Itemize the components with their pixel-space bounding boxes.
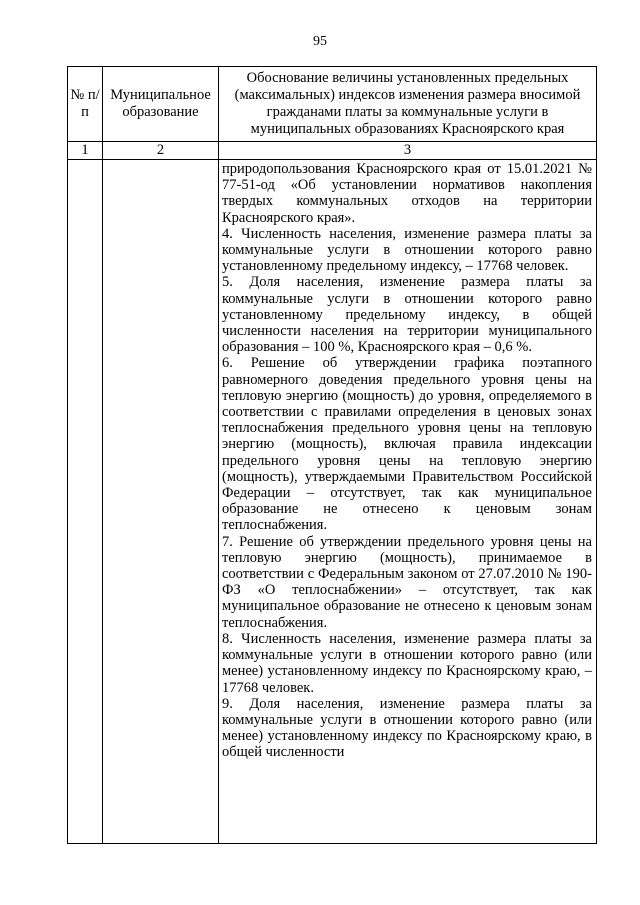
column-number-row	[68, 142, 597, 160]
table-header-row	[68, 67, 597, 142]
paragraph-9: 9. Доля населения, изменение размера платы за коммунальные услуги в отношении которого равно (или менее) установленному индексу по Красноярскому краю, в общей численности	[222, 695, 592, 761]
column-number-2: 2	[103, 142, 219, 160]
justification-text	[219, 160, 596, 761]
paragraph-6: 6. Решение об утверждении графика поэтапного равномерного доведения предельного уровня цены на тепловую энергию (мощность) до уровня, определяемого в соответствии с правилами определения в ценовых зонах теплоснабжения предельного уровня цены на тепловую энергию (мощность), включая правила индексации предельного уровня цены на тепловую энергию (мощность), утверждаемыми Правительством Российской Федерации – отсутствует, так как муниципальное образование не отнесено к ценовым зонам теплоснабжения.	[222, 355, 592, 534]
column-number-1: 1	[68, 142, 103, 160]
cell-justification	[219, 160, 597, 844]
paragraph-continuation: природопользования Красноярского края от 15.01.2021 № 77-51-од «Об установлении нормативов накопления твердых коммунальных отходов на территории Красноярского края».	[222, 161, 592, 226]
table-row	[68, 160, 597, 844]
header-municipality: Муниципальное образование	[103, 67, 219, 142]
paragraph-5: 5. Доля населения, изменение размера платы за коммунальные услуги в отношении которого равно установленному предельному индексу, в общей численности населения на территории муниципального образования – 100 %, Красноярского края – 0,6 %.	[222, 274, 592, 356]
paragraph-4: 4. Численность населения, изменение размера платы за коммунальные услуги в отношении которого равно установленному предельному индексу, – 17768 человек.	[222, 225, 592, 275]
column-number-3: 3	[219, 142, 597, 160]
paragraph-7: 7. Решение об утверждении предельного уровня цены на тепловую энергию (мощность), принимаемое в соответствии с Федеральным законом от 27.07.2010 № 190-ФЗ «О теплоснабжении» – отсутствует, так как муниципальное образование не отнесено к ценовым зонам теплоснабжения.	[222, 533, 592, 631]
header-number: № п/п	[68, 67, 103, 142]
paragraph-8: 8. Численность населения, изменение размера платы за коммунальные услуги в отношении которого равно (или менее) установленному индексу по Красноярскому краю, – 17768 человек.	[222, 630, 592, 696]
cell-number	[68, 160, 103, 844]
header-justification: Обоснование величины установленных предельных (максимальных) индексов изменения размера вносимой гражданами платы за коммунальные услуги в муниципальных образованиях Красноярского края	[219, 67, 597, 142]
cell-municipality	[103, 160, 219, 844]
justification-table	[67, 66, 597, 844]
page-number: 95	[313, 34, 327, 49]
